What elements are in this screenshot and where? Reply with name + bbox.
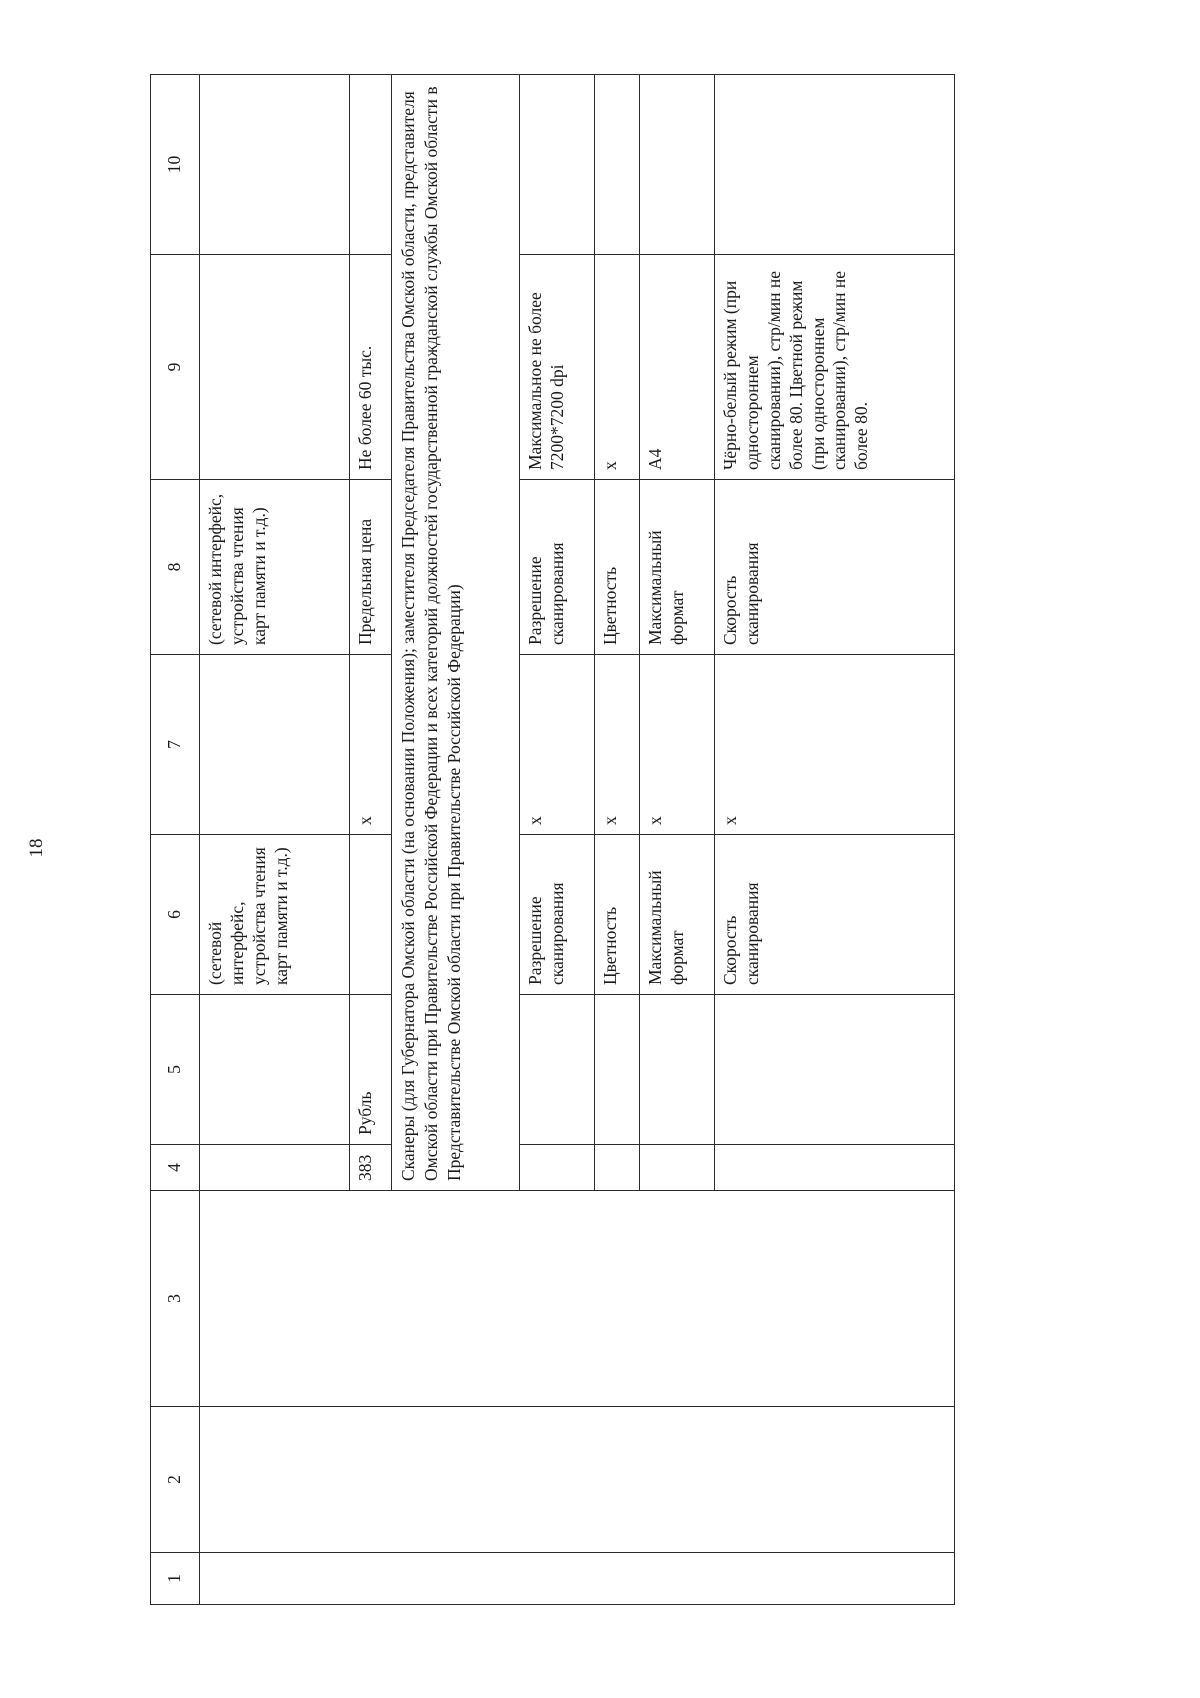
header-cell: 10 — [151, 75, 200, 255]
header-cell: 7 — [151, 655, 200, 835]
table-cell: x — [520, 655, 595, 835]
table-cell — [640, 995, 715, 1145]
table-cell: Цветность — [595, 835, 640, 995]
scanners-heading: Сканеры (для Губернатора Омской области (на основании Положения); заместителя Председателя Правительства Омской области, представителя Омской области при Правительстве Российской Федерации и всех категорий должностей государственной гражданской службы Омской области в Представительстве Омской области при Правительстве Российской Федерации) — [392, 75, 520, 1191]
header-cell: 3 — [151, 1191, 200, 1407]
table-cell: x — [350, 655, 392, 835]
header-cell: 1 — [151, 1553, 200, 1605]
table-cell — [200, 255, 350, 480]
table-cell — [520, 995, 595, 1145]
table-cell: Не более 60 тыс. — [350, 255, 392, 480]
table-cell: Рубль — [350, 995, 392, 1145]
page-number: 18 — [26, 838, 47, 858]
table-cell — [640, 75, 715, 255]
requirements-table — [150, 74, 955, 1605]
table-row — [200, 75, 350, 1605]
table-cell: (сетевой интерфейс, устройства чтения карт памяти и т.д.) — [200, 835, 350, 995]
header-cell: 8 — [151, 480, 200, 655]
rotated-table-container — [150, 75, 1000, 1605]
table-cell: Скорость сканирования — [715, 835, 955, 995]
table-cell — [200, 995, 350, 1145]
table-cell: Разрешение сканирования — [520, 480, 595, 655]
table-cell — [200, 1553, 955, 1605]
table-cell — [595, 75, 640, 255]
table-cell — [715, 75, 955, 255]
header-row — [151, 75, 200, 1605]
table-cell: Разрешение сканирования — [520, 835, 595, 995]
table-cell — [350, 75, 392, 255]
header-cell: 2 — [151, 1407, 200, 1553]
header-cell: 4 — [151, 1145, 200, 1191]
table-cell — [200, 1407, 955, 1553]
table-cell — [595, 995, 640, 1145]
table-cell: x — [715, 655, 955, 835]
table-cell: Максимальное не более 7200*7200 dpi — [520, 255, 595, 480]
table-cell — [350, 835, 392, 995]
table-cell: Скорость сканирования — [715, 480, 955, 655]
table-cell: Максимальный формат — [640, 480, 715, 655]
table-cell — [715, 995, 955, 1145]
table-cell — [200, 1145, 350, 1191]
table-cell: x — [595, 655, 640, 835]
header-cell: 9 — [151, 255, 200, 480]
table-cell: 383 — [350, 1145, 392, 1191]
table-cell: A4 — [640, 255, 715, 480]
table-cell: x — [595, 255, 640, 480]
header-cell: 6 — [151, 835, 200, 995]
table-cell — [715, 1145, 955, 1191]
table-cell — [640, 1145, 715, 1191]
table-cell — [200, 655, 350, 835]
table-cell: (сетевой интерфейс, устройства чтения карт памяти и т.д.) — [200, 480, 350, 655]
table-cell — [200, 1191, 955, 1407]
table-cell — [200, 75, 350, 255]
table-cell — [520, 75, 595, 255]
table-cell: x — [640, 655, 715, 835]
table-cell: Предельная цена — [350, 480, 392, 655]
header-cell: 5 — [151, 995, 200, 1145]
table-cell: Чёрно-белый режим (при одностороннем сканировании), стр/мин не более 80. Цветной режим (при одностороннем сканировании), стр/мин не более 80. — [715, 255, 955, 480]
table-cell: Максимальный формат — [640, 835, 715, 995]
table-cell — [520, 1145, 595, 1191]
table-cell — [595, 1145, 640, 1191]
table-cell: Цветность — [595, 480, 640, 655]
